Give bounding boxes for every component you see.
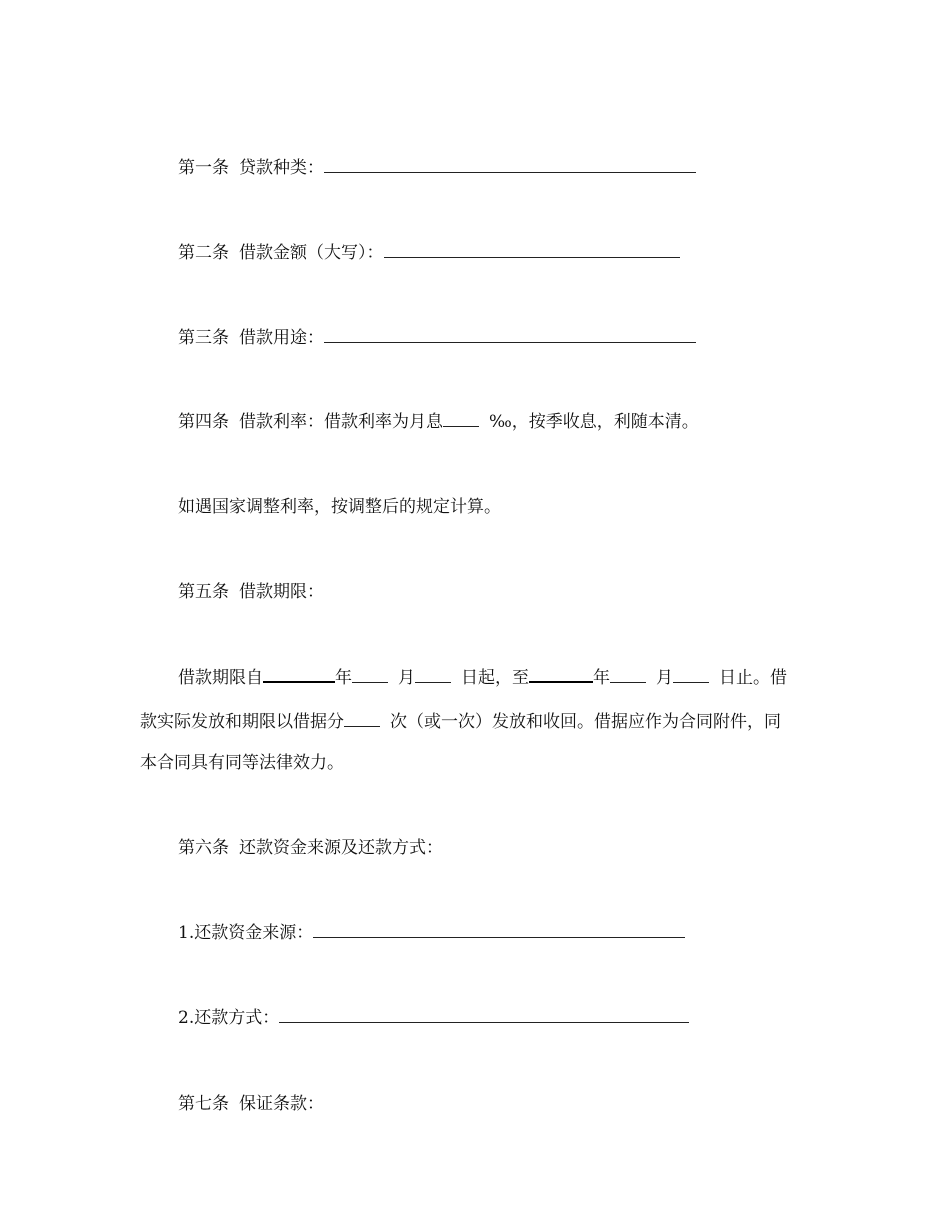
installment-suffix: 次（或一次）发放和收回。借据应作为合同附件，同 xyxy=(390,712,781,732)
clause-6-item-2 xyxy=(178,1008,689,1028)
clause-5-line-2 xyxy=(140,712,781,732)
clause-3-title: 借款用途： xyxy=(239,328,324,348)
repayment-source-label: 1.还款资金来源： xyxy=(178,923,314,943)
start-day-label: 日起，至 xyxy=(461,668,529,688)
clause-2-number: 第二条 xyxy=(178,243,229,263)
clause-4 xyxy=(178,412,699,432)
loan-purpose-blank[interactable] xyxy=(324,328,696,343)
loan-amount-blank[interactable] xyxy=(384,243,680,258)
clause-4-number: 第四条 xyxy=(178,412,229,432)
clause-5-line-1 xyxy=(178,667,787,688)
clause-1 xyxy=(178,158,696,178)
start-month-label: 月 xyxy=(398,668,415,688)
clause-4-unit: ‰，按季收息，利随本清。 xyxy=(489,412,699,432)
start-year-label: 年 xyxy=(335,668,352,688)
installment-count-blank[interactable] xyxy=(344,712,380,727)
clause-1-number: 第一条 xyxy=(178,158,229,178)
end-year-label: 年 xyxy=(593,668,610,688)
repayment-method-blank[interactable] xyxy=(279,1008,689,1023)
clause-1-title: 贷款种类： xyxy=(239,158,324,178)
repayment-method-label: 2.还款方式： xyxy=(178,1008,280,1028)
clause-6 xyxy=(178,838,443,858)
clause-3-number: 第三条 xyxy=(178,328,229,348)
end-day-blank[interactable] xyxy=(673,668,709,683)
clause-2-title: 借款金额（大写）： xyxy=(239,243,384,263)
start-day-blank[interactable] xyxy=(415,668,451,683)
repayment-source-blank[interactable] xyxy=(313,923,685,938)
clause-6-title: 还款资金来源及还款方式： xyxy=(239,838,443,858)
clause-5-title: 借款期限： xyxy=(239,582,324,602)
clause-4-note: 如遇国家调整利率，按调整后的规定计算。 xyxy=(178,497,501,517)
end-month-label: 月 xyxy=(656,668,673,688)
clause-7-title: 保证条款： xyxy=(239,1094,324,1114)
installment-label: 款实际发放和期限以借据分 xyxy=(140,712,344,732)
end-day-label: 日止。借 xyxy=(719,668,787,688)
clause-4-title: 借款利率：借款利率为月息 xyxy=(239,412,443,432)
start-year-blank[interactable] xyxy=(263,667,335,683)
end-year-blank[interactable] xyxy=(529,667,593,683)
loan-type-blank[interactable] xyxy=(324,158,696,173)
clause-5-number: 第五条 xyxy=(178,582,229,602)
clause-6-number: 第六条 xyxy=(178,838,229,858)
clause-7-number: 第七条 xyxy=(178,1094,229,1114)
interest-rate-blank[interactable] xyxy=(443,412,479,427)
clause-2 xyxy=(178,243,680,263)
clause-5-line-3: 本合同具有同等法律效力。 xyxy=(140,753,344,773)
clause-7 xyxy=(178,1094,324,1114)
clause-6-item-1 xyxy=(178,923,685,943)
clause-5 xyxy=(178,582,324,602)
term-from-label: 借款期限自 xyxy=(178,668,263,688)
clause-3 xyxy=(178,328,696,348)
start-month-blank[interactable] xyxy=(352,668,388,683)
end-month-blank[interactable] xyxy=(610,668,646,683)
